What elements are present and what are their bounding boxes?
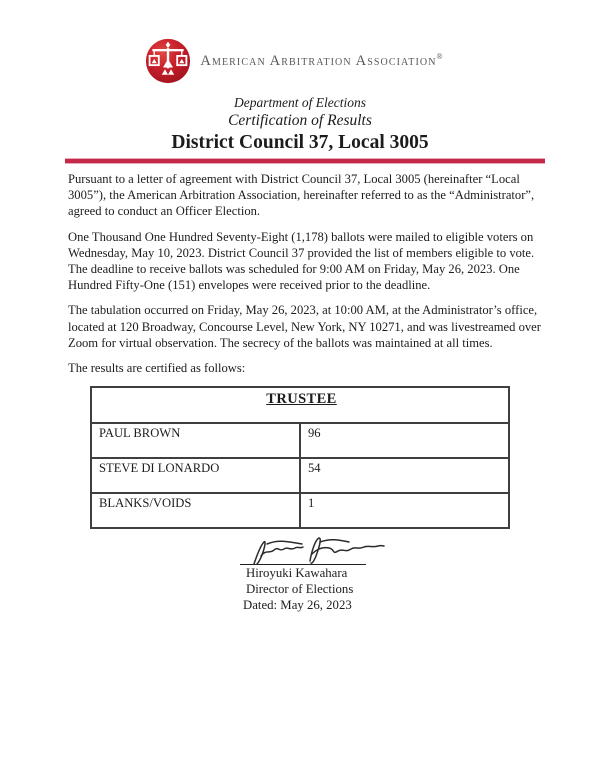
results-table <box>90 386 510 529</box>
org-wordmark <box>200 52 442 70</box>
candidate-name: STEVE DI LONARDO <box>91 458 300 493</box>
table-header-row <box>91 387 509 423</box>
paragraph-tabulation: The tabulation occurred on Friday, May 26, 2023, at 10:00 AM, at the Administrator’s office, located at 120 Broadway, Concourse Level, New York, NY 10271, and was livestreamed over Zoom for virtual observation. The secrecy of the ballots was maintained at all times. <box>68 303 541 350</box>
paragraph-ballots: One Thousand One Hundred Seventy-Eight (1,178) ballots were mailed to eligible voters on Wednesday, May 10, 2023. District Council 37 provided the list of members eligible to vote. The deadline to receive ballots was scheduled for 9:00 AM on Friday, May 26, 2023. One Hundred Fifty-One (151) envelopes were received prior to the deadline. <box>68 229 535 293</box>
candidate-votes: 96 <box>300 423 509 458</box>
table-title-cell <box>91 387 509 423</box>
signatory-title: Director of Elections <box>246 582 354 596</box>
handwritten-signature <box>248 534 388 568</box>
table-row <box>91 458 509 493</box>
page-title: District Council 37, Local 3005 <box>171 132 429 153</box>
registered-trademark: ® <box>436 52 443 61</box>
signatory-name: Hiroyuki Kawahara <box>246 566 348 580</box>
paragraph-agreement: Pursuant to a letter of agreement with District Council 37, Local 3005 (hereinafter “Local 3005”), the American Arbitration Association, hereinafter referred to as the “Administrator”, agreed to conduct an Officer Election. <box>68 172 535 219</box>
paragraph-certified: The results are certified as follows: <box>68 361 246 376</box>
candidate-votes: 54 <box>300 458 509 493</box>
signature-block <box>240 534 420 613</box>
signature-date: Dated: May 26, 2023 <box>243 598 352 612</box>
candidate-name: BLANKS/VOIDS <box>91 493 300 528</box>
table-title: TRUSTEE <box>266 391 337 408</box>
org-name: American Arbitration Association <box>200 53 437 69</box>
table-row <box>91 423 509 458</box>
aaa-logo <box>0 0 600 84</box>
table-row <box>91 493 509 528</box>
scales-of-justice-icon <box>145 38 191 84</box>
candidate-name: PAUL BROWN <box>91 423 300 458</box>
red-divider-rule <box>65 158 545 164</box>
title-certification: Certification of Results <box>228 112 372 129</box>
candidate-votes: 1 <box>300 493 509 528</box>
title-department: Department of Elections <box>234 95 366 110</box>
title-block <box>0 94 600 155</box>
